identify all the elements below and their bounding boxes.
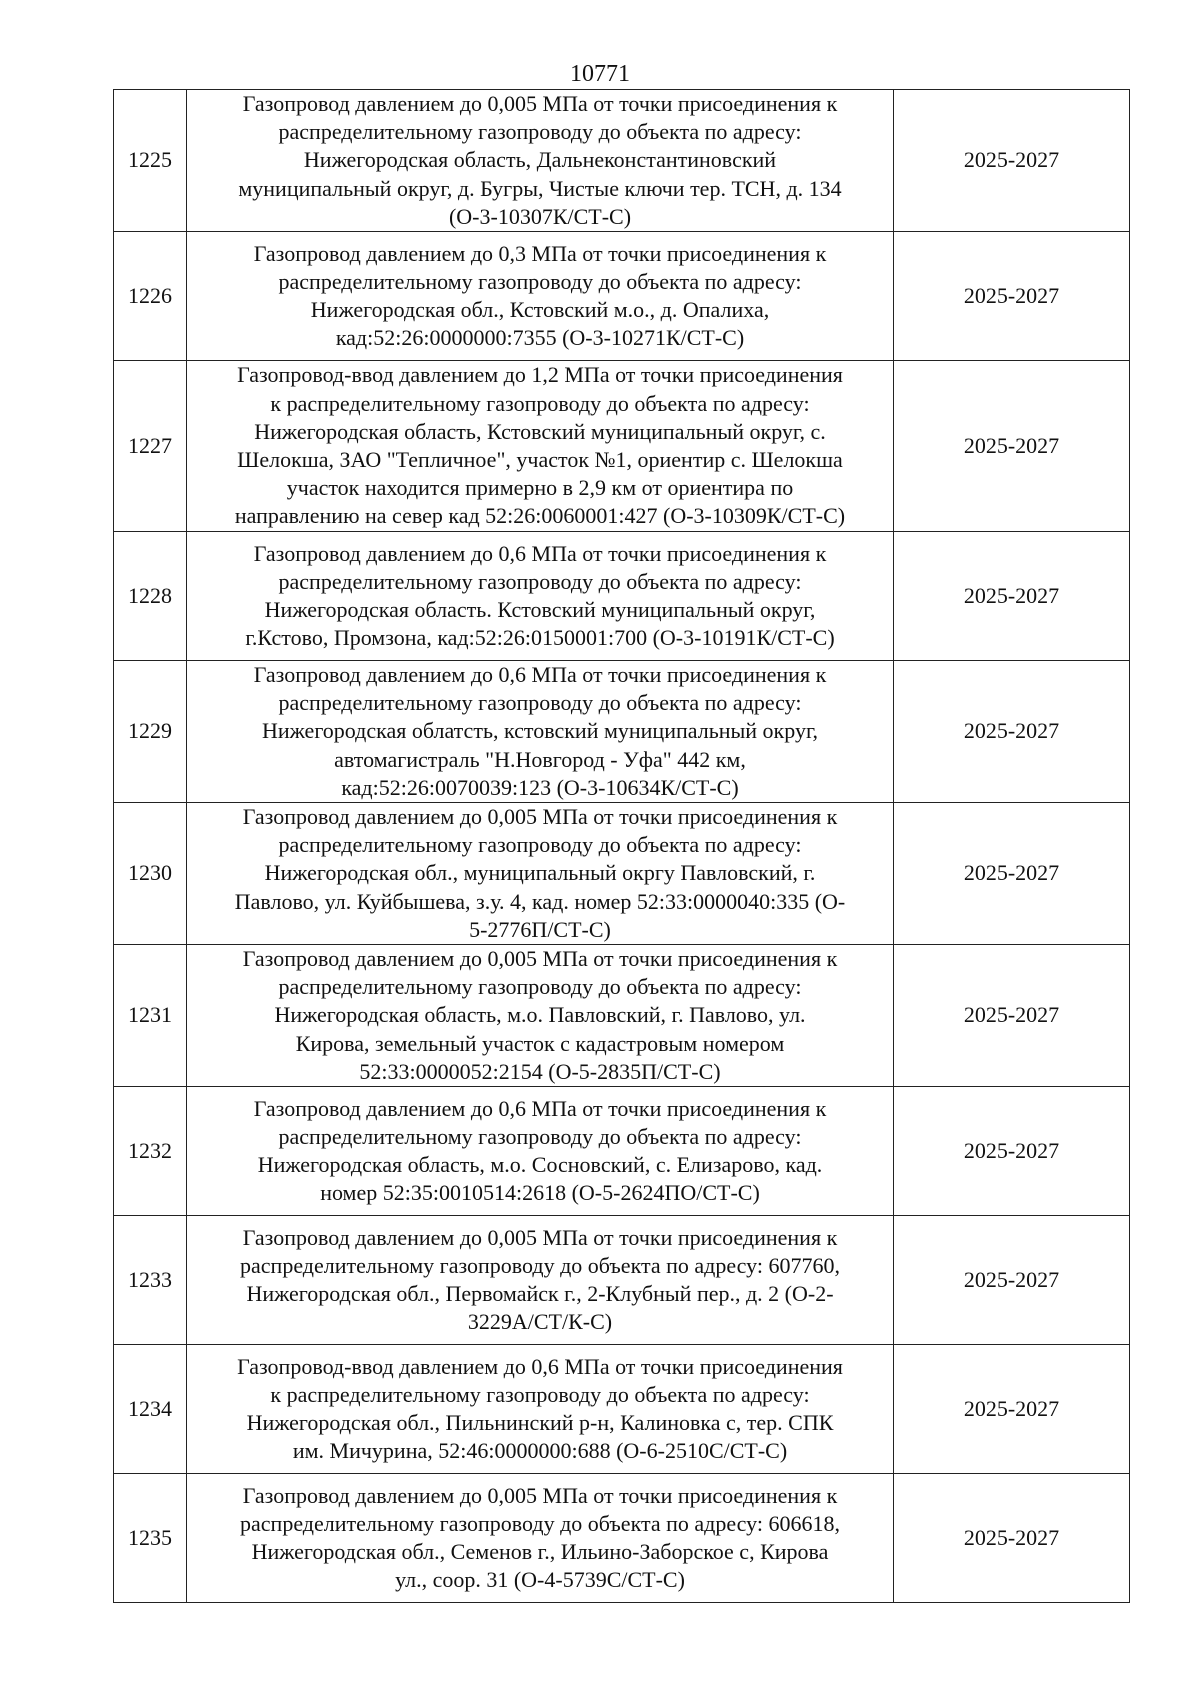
object-description-cell [187, 1345, 894, 1474]
object-description-cell [187, 1474, 894, 1603]
object-description-cell [187, 232, 894, 361]
description-line: Газопровод давлением до 0,005 МПа от точки присоединения к [242, 1224, 838, 1250]
description-line: Кирова, земельный участок с кадастровым номером [295, 1030, 785, 1056]
table-row [114, 945, 1130, 1087]
object-description-cell [187, 1087, 894, 1216]
description-line: распределительному газопроводу до объекта по адресу: [278, 974, 802, 1000]
gas-pipeline-table [113, 89, 1130, 1603]
description-line: Нижегородская область, м.о. Сосновский, с. Елизарово, кад. [257, 1152, 823, 1178]
table-row [114, 232, 1130, 361]
description-line: Газопровод давлением до 0,6 МПа от точки присоединения к [253, 662, 827, 688]
description-line: Павлово, ул. Куйбышева, з.у. 4, кад. номер 52:33:0000040:335 (О- [234, 888, 846, 914]
table-row [114, 1216, 1130, 1345]
description-line: Газопровод давлением до 0,6 МПа от точки присоединения к [253, 540, 827, 566]
description-line: кад:52:26:0070039:123 (О-3-10634К/СТ-С) [341, 774, 739, 800]
row-number-cell: 1228 [114, 532, 187, 661]
period-cell: 2025-2027 [894, 90, 1130, 232]
description-line: им. Мичурина, 52:46:0000000:688 (О-6-2510С/СТ-С) [292, 1438, 788, 1464]
page-number: 10771 [570, 61, 630, 87]
object-description-cell [187, 90, 894, 232]
description-line: Газопровод давлением до 0,6 МПа от точки присоединения к [253, 1095, 827, 1121]
description-line: (О-3-10307К/СТ-С) [448, 203, 632, 229]
description-line: Нижегородская область, Дальнеконстантиновский [303, 147, 777, 173]
table-row [114, 803, 1130, 945]
description-line: распределительному газопроводу до объекта по адресу: [278, 1123, 802, 1149]
description-line: Газопровод давлением до 0,3 МПа от точки присоединения к [253, 240, 827, 266]
description-line: распределительному газопроводу до объекта по адресу: [278, 832, 802, 858]
description-line: Нижегородская обл., Семенов г., Ильино-Заборское с, Кирова [251, 1539, 829, 1565]
table-row [114, 661, 1130, 803]
description-line: распределительному газопроводу до объекта по адресу: 607760, [240, 1252, 840, 1278]
period-cell: 2025-2027 [894, 945, 1130, 1087]
table-row [114, 1474, 1130, 1603]
description-line: кад:52:26:0000000:7355 (О-3-10271К/СТ-С) [335, 325, 745, 351]
description-line: Нижегородская обл., Пильнинский р-н, Калиновка с, тер. СПК [246, 1410, 834, 1436]
row-number-cell: 1231 [114, 945, 187, 1087]
description-line: Газопровод-ввод давлением до 0,6 МПа от точки присоединения [237, 1353, 843, 1379]
row-number-cell: 1235 [114, 1474, 187, 1603]
period-cell: 2025-2027 [894, 532, 1130, 661]
description-line: г.Кстово, Промзона, кад:52:26:0150001:700 (О-3-10191К/СТ-С) [245, 625, 835, 651]
row-number-cell: 1226 [114, 232, 187, 361]
description-line: распределительному газопроводу до объекта по адресу: [278, 568, 802, 594]
description-line: Газопровод давлением до 0,005 МПа от точки присоединения к [242, 1482, 838, 1508]
row-number-cell: 1233 [114, 1216, 187, 1345]
row-number-cell: 1225 [114, 90, 187, 232]
description-line: Нижегородская обл., Первомайск г., 2-Клубный пер., д. 2 (О-2- [246, 1281, 834, 1307]
description-line: Газопровод давлением до 0,005 МПа от точки присоединения к [242, 946, 838, 972]
description-line: распределительному газопроводу до объекта по адресу: [278, 119, 802, 145]
description-line: 5-2776П/СТ-С) [469, 916, 611, 942]
table-row [114, 361, 1130, 532]
description-line: муниципальный округ, д. Бугры, Чистые ключи тер. ТСН, д. 134 [238, 175, 842, 201]
table-row [114, 90, 1130, 232]
period-cell: 2025-2027 [894, 1087, 1130, 1216]
period-cell: 2025-2027 [894, 1345, 1130, 1474]
description-line: Газопровод давлением до 0,005 МПа от точки присоединения к [242, 91, 838, 116]
period-cell: 2025-2027 [894, 232, 1130, 361]
period-cell: 2025-2027 [894, 361, 1130, 532]
description-line: к распределительному газопроводу до объекта по адресу: [270, 390, 810, 416]
period-cell: 2025-2027 [894, 803, 1130, 945]
description-line: ул., соор. 31 (О-4-5739С/СТ-С) [395, 1567, 685, 1593]
object-description-cell [187, 361, 894, 532]
row-number-cell: 1232 [114, 1087, 187, 1216]
description-line: участок находится примерно в 2,9 км от ориентира по [286, 475, 794, 501]
table-body [114, 90, 1130, 1603]
description-line: Нижегородская обл., муниципальный окргу Павловский, г. [264, 860, 816, 886]
description-line: Нижегородская облатсть, кстовский муниципальный округ, [261, 718, 818, 744]
description-line: распределительному газопроводу до объекта по адресу: [278, 268, 802, 294]
row-number-cell: 1229 [114, 661, 187, 803]
description-line: 3229А/СТ/К-С) [467, 1309, 613, 1335]
object-description-cell [187, 532, 894, 661]
description-line: к распределительному газопроводу до объекта по адресу: [270, 1381, 810, 1407]
object-description-cell [187, 803, 894, 945]
description-line: Газопровод-ввод давлением до 1,2 МПа от точки присоединения [237, 362, 843, 388]
object-description-cell [187, 945, 894, 1087]
object-description-cell [187, 661, 894, 803]
period-cell: 2025-2027 [894, 1474, 1130, 1603]
description-line: автомагистраль "Н.Новгород - Уфа" 442 км, [334, 746, 746, 772]
row-number-cell: 1227 [114, 361, 187, 532]
description-line: направлению на север кад 52:26:0060001:427 (О-3-10309К/СТ-С) [234, 503, 846, 529]
description-line: Газопровод давлением до 0,005 МПа от точки присоединения к [242, 804, 838, 830]
description-line: Нижегородская область, м.о. Павловский, г. Павлово, ул. [274, 1002, 806, 1028]
table-row [114, 1345, 1130, 1474]
period-cell: 2025-2027 [894, 661, 1130, 803]
row-number-cell: 1230 [114, 803, 187, 945]
period-cell: 2025-2027 [894, 1216, 1130, 1345]
row-number-cell: 1234 [114, 1345, 187, 1474]
description-line: 52:33:0000052:2154 (О-5-2835П/СТ-С) [359, 1058, 721, 1084]
description-line: распределительному газопроводу до объекта по адресу: [278, 690, 802, 716]
description-line: Нижегородская обл., Кстовский м.о., д. Опалиха, [310, 297, 770, 323]
table-row [114, 532, 1130, 661]
description-line: Нижегородская область, Кстовский муниципальный округ, с. [254, 418, 826, 444]
object-description-cell [187, 1216, 894, 1345]
table-row [114, 1087, 1130, 1216]
description-line: номер 52:35:0010514:2618 (О-5-2624ПО/СТ-С) [320, 1180, 760, 1206]
description-line: распределительному газопроводу до объекта по адресу: 606618, [240, 1510, 840, 1536]
description-line: Нижегородская область. Кстовский муниципальный округ, [264, 597, 816, 623]
description-line: Шелокша, ЗАО "Тепличное", участок №1, ориентир с. Шелокша [237, 447, 843, 473]
